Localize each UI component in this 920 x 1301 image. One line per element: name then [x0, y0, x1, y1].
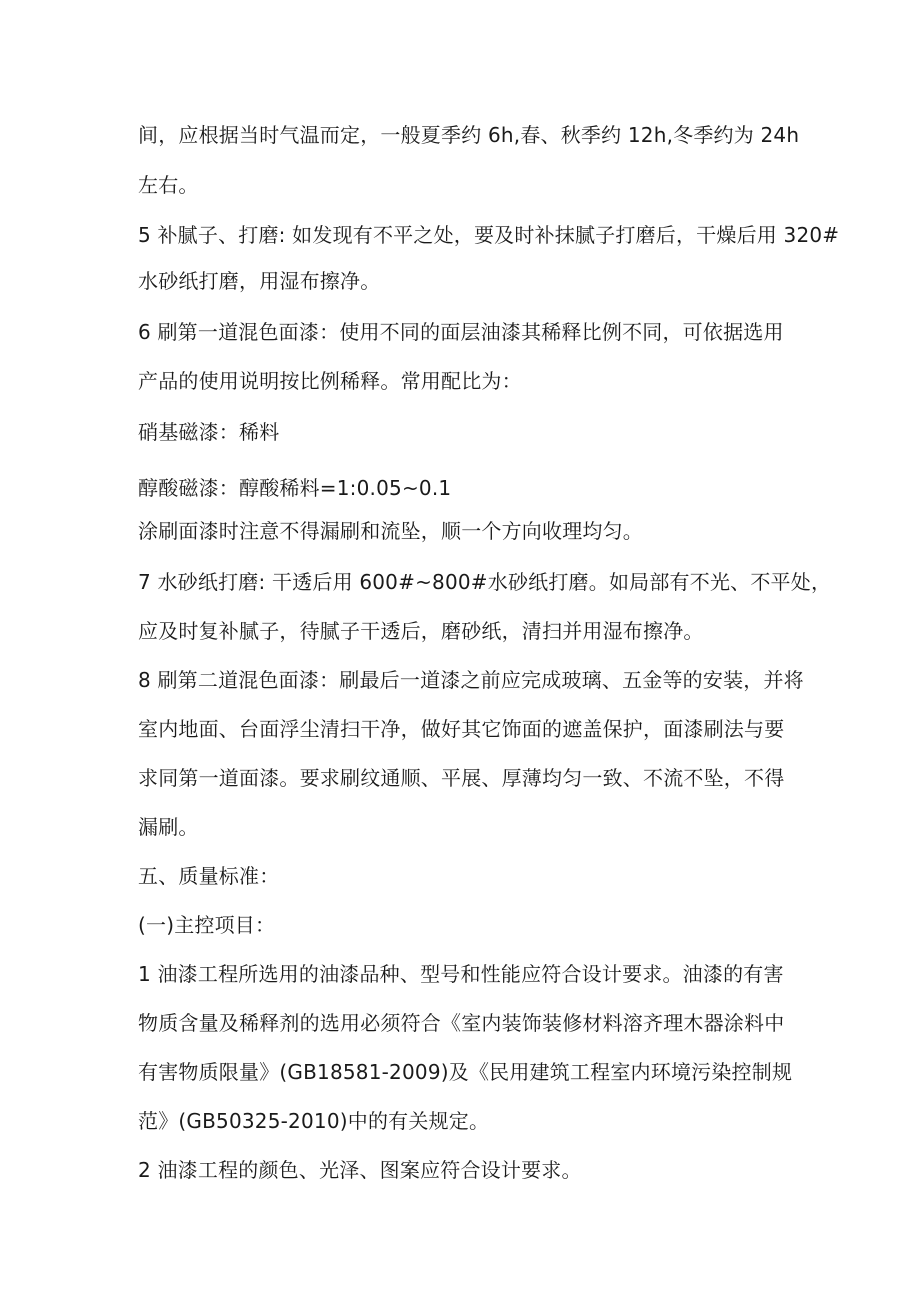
text-line: 物质含量及稀释剂的选用必须符合《室内装饰装修材料溶齐理木器涂料中 [138, 1011, 785, 1035]
subsection-heading: (一)主控项目： [138, 913, 276, 937]
text-line: 6 刷第一道混色面漆：使用不同的面层油漆其稀释比例不同，可依据选用 [138, 320, 784, 344]
text-line: 7 水砂纸打磨: 干透后用 600#~800#水砂纸打磨。如局部有不光、不平处， [138, 570, 832, 594]
text-line: 1 油漆工程所选用的油漆品种、型号和性能应符合设计要求。油漆的有害 [138, 962, 784, 986]
text-line: 醇酸磁漆：醇酸稀料=1:0.05~0.1 [138, 476, 452, 500]
text-line: 室内地面、台面浮尘清扫干净，做好其它饰面的遮盖保护，面漆刷法与要 [138, 717, 785, 741]
text-line: 硝基磁漆：稀料 [138, 420, 280, 444]
text-line: 左右。 [138, 173, 199, 197]
text-line: 产品的使用说明按比例稀释。常用配比为： [138, 369, 522, 393]
text-line: 范》(GB50325-2010)中的有关规定。 [138, 1109, 490, 1133]
text-line: 漏刷。 [138, 815, 199, 839]
text-line: 2 油漆工程的颜色、光泽、图案应符合设计要求。 [138, 1158, 582, 1182]
text-line: 水砂纸打磨，用湿布擦净。 [138, 269, 381, 293]
text-line: 间，应根据当时气温而定，一般夏季约 6h,春、秋季约 12h,冬季约为 24h [138, 123, 800, 147]
text-line: 应及时复补腻子，待腻子干透后，磨砂纸，清扫并用湿布擦净。 [138, 619, 704, 643]
text-line: 5 补腻子、打磨: 如发现有不平之处，要及时补抹腻子打磨后，干燥后用 320# [138, 223, 840, 247]
section-heading: 五、质量标准： [138, 864, 280, 888]
text-line: 求同第一道面漆。要求刷纹通顺、平展、厚薄均匀一致、不流不坠，不得 [138, 766, 785, 790]
text-line: 有害物质限量》(GB18581-2009)及《民用建筑工程室内环境污染控制规 [138, 1060, 793, 1084]
text-line: 涂刷面漆时注意不得漏刷和流坠，顺一个方向收理均匀。 [138, 519, 643, 543]
text-line: 8 刷第二道混色面漆：刷最后一道漆之前应完成玻璃、五金等的安装，并将 [138, 668, 804, 692]
